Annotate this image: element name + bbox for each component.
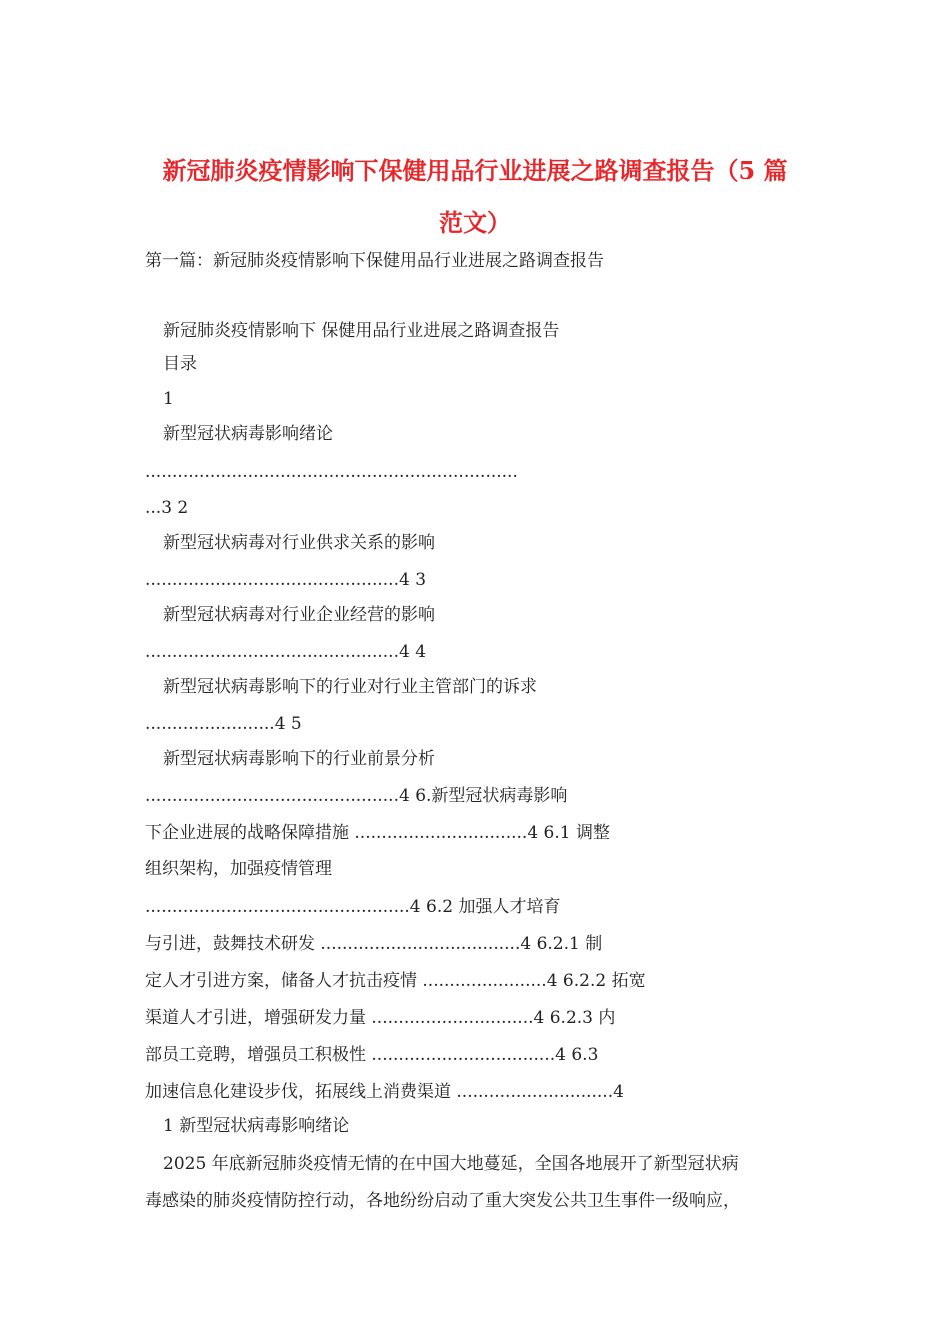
- title-line-2: 范文）: [439, 208, 511, 237]
- toc-label: 目录: [163, 354, 197, 374]
- toc-line: ...............................................4 6.新型冠状病毒影响: [145, 786, 568, 806]
- body-paragraph-line: 2025 年底新冠肺炎疫情无情的在中国大地蔓延，全国各地展开了新型冠状病: [163, 1154, 739, 1174]
- toc-line: 定人才引进方案，储备人才抗击疫情 .......................4 6.2.2 拓宽: [145, 971, 646, 991]
- section-heading: 1 新型冠状病毒影响绪论: [163, 1116, 350, 1136]
- toc-line: 新型冠状病毒影响绪论: [163, 424, 333, 444]
- title-line-1: 新冠肺炎疫情影响下保健用品行业进展之路调查报告（5 篇: [162, 156, 788, 185]
- toc-line: 部员工竞聘，增强员工积极性 ..................................4 6.3: [145, 1045, 599, 1065]
- toc-line: ...............................................4 3: [145, 570, 427, 590]
- toc-line: 加速信息化建设步伐，拓展线上消费渠道 .............................4: [145, 1082, 624, 1102]
- report-heading: 新冠肺炎疫情影响下 保健用品行业进展之路调查报告: [163, 321, 560, 341]
- toc-line: ...............................................4 4: [145, 642, 427, 662]
- toc-line: 新型冠状病毒影响下的行业前景分析: [163, 749, 435, 769]
- document-title: [120, 145, 830, 249]
- toc-line: 新型冠状病毒对行业供求关系的影响: [163, 533, 435, 553]
- toc-line: .................................................4 6.2 加强人才培育: [145, 897, 561, 917]
- toc-line: 1: [163, 389, 174, 409]
- toc-line: 新型冠状病毒影响下的行业对行业主管部门的诉求: [163, 677, 537, 697]
- chapter-subtitle: 第一篇：新冠肺炎疫情影响下保健用品行业进展之路调查报告: [145, 251, 604, 271]
- toc-line: 渠道人才引进，增强研发力量 ..............................4 6.2.3 内: [145, 1008, 616, 1028]
- toc-line: 下企业进展的战略保障措施 ................................4 6.1 调整: [145, 823, 610, 843]
- toc-line: ........................4 5: [145, 714, 302, 734]
- body-paragraph-line: 毒感染的肺炎疫情防控行动，各地纷纷启动了重大突发公共卫生事件一级响应，: [145, 1191, 740, 1211]
- toc-line: 与引进，鼓舞技术研发 .....................................4 6.2.1 制: [145, 934, 603, 954]
- toc-dots: .....................................................................: [145, 462, 518, 482]
- toc-line: 新型冠状病毒对行业企业经营的影响: [163, 605, 435, 625]
- toc-line: 组织架构，加强疫情管理: [145, 859, 332, 879]
- toc-line: ...3 2: [145, 498, 189, 518]
